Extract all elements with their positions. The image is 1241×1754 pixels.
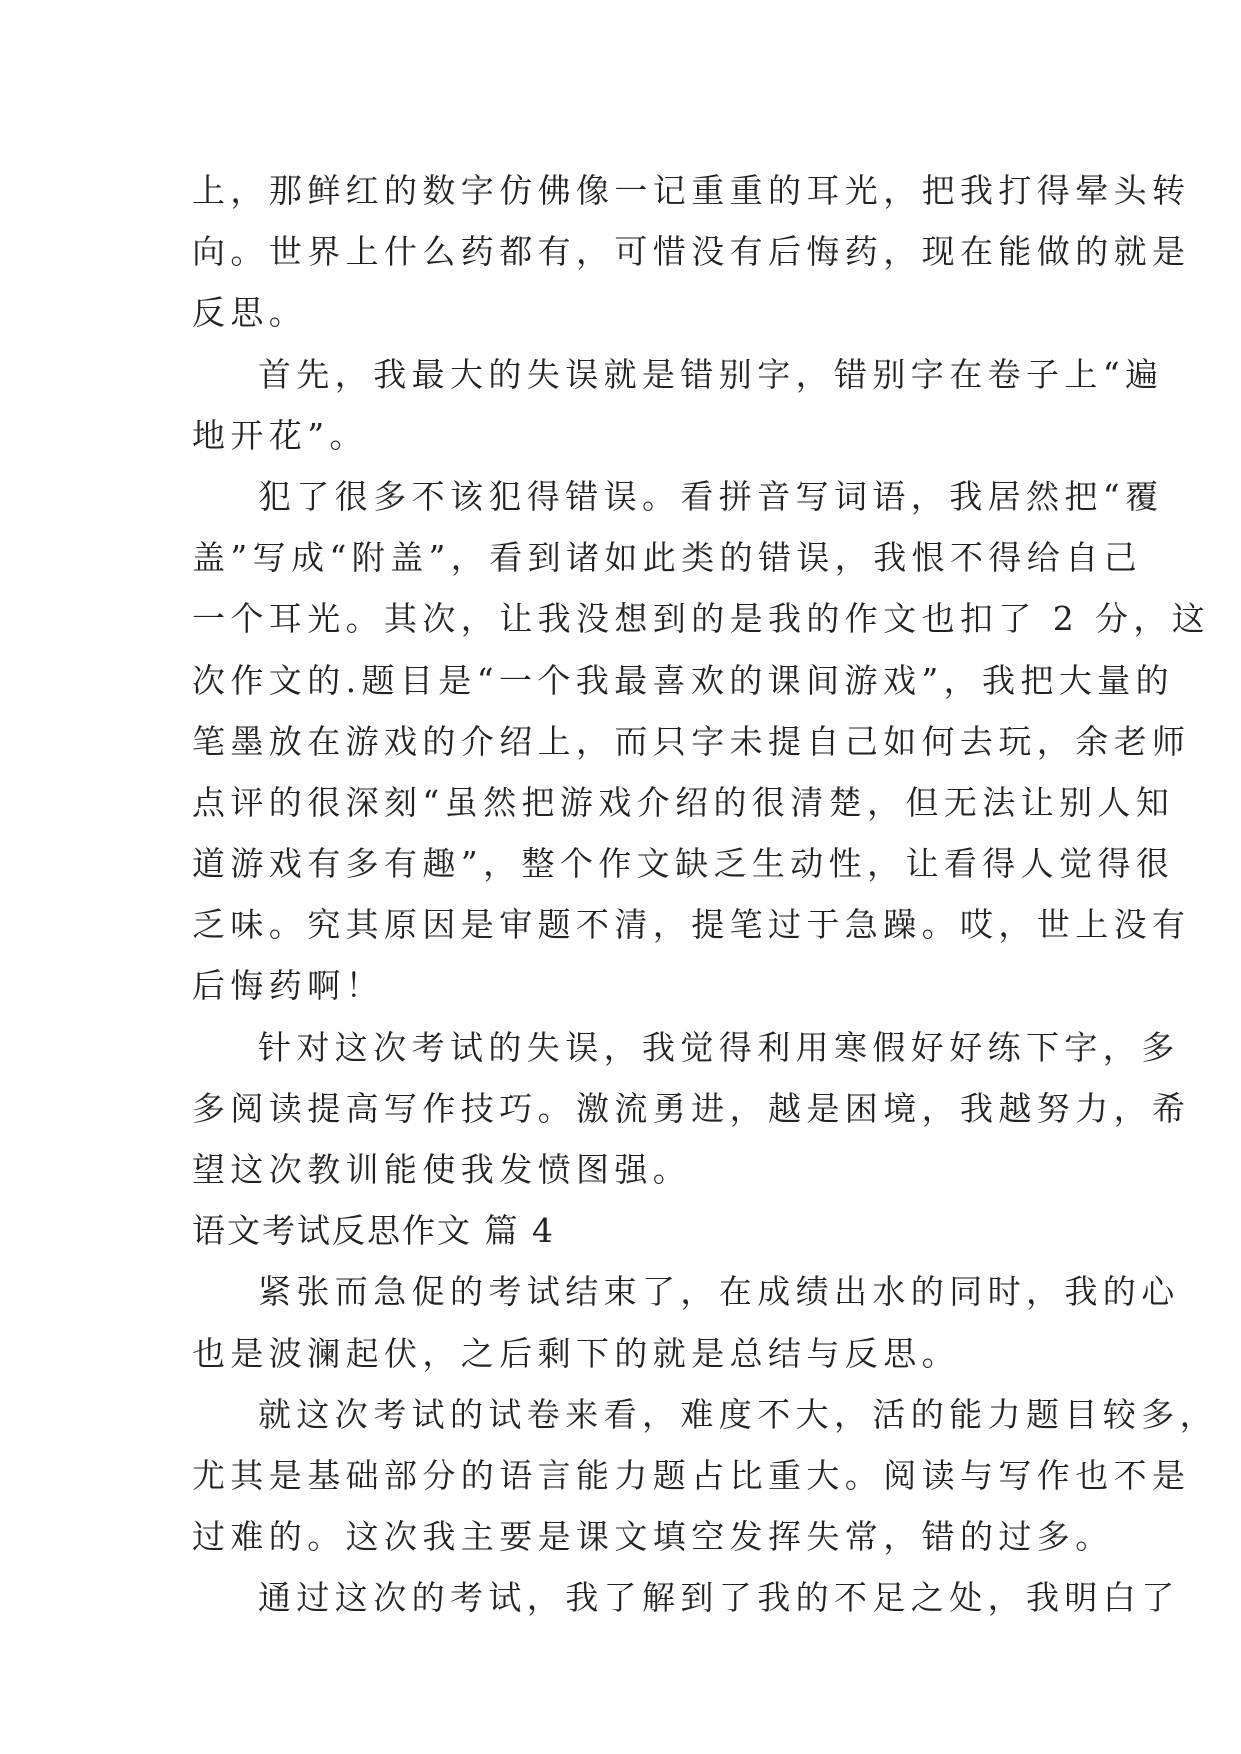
text-line: 也是波澜起伏，之后剩下的就是总结与反思。 (192, 1333, 960, 1373)
text-line: 次作文的.题目是“一个我最喜欢的课间游戏”，我把大量的 (192, 660, 1175, 700)
text-line: 一个耳光。其次，让我没想到的是我的作文也扣了 2 分，这 (192, 599, 1211, 639)
text-line: 尤其是基础部分的语言能力题占比重大。阅读与写作也不是 (192, 1455, 1191, 1495)
text-line: 笔墨放在游戏的介绍上，而只字未提自己如何去玩，余老师 (192, 721, 1191, 761)
text-line: 地开花”。 (192, 415, 368, 455)
text-line: 点评的很深刻“虽然把游戏介绍的很清楚，但无法让别人知 (192, 782, 1175, 822)
text-line: 望这次教训能使我发愤图强。 (192, 1150, 692, 1189)
text-line: 针对这次考试的失误，我觉得利用寒假好好练下字，多 (258, 1027, 1180, 1067)
text-line: 上，那鲜红的数字仿佛像一记重重的耳光，把我打得晕头转 (192, 171, 1191, 210)
text-line: 首先，我最大的失误就是错别字，错别字在卷子上“遍 (258, 354, 1164, 394)
text-line: 道游戏有多有趣”，整个作文缺乏生动性，让看得人觉得很 (192, 844, 1175, 884)
text-line: 过难的。这次我主要是课文填空发挥失常，错的过多。 (192, 1517, 1114, 1557)
body-text (192, 160, 1218, 1629)
text-line: 就这次考试的试卷来看，难度不大，活的能力题目较多， (258, 1394, 1218, 1434)
text-line: 乏味。究其原因是审题不清，提笔过于急躁。哎，世上没有 (192, 905, 1191, 945)
text-line: 犯了很多不该犯得错误。看拼音写词语，我居然把“覆 (258, 476, 1164, 516)
text-line: 通过这次的考试，我了解到了我的不足之处，我明白了 (258, 1578, 1180, 1618)
text-line: 后悔药啊！ (192, 966, 384, 1006)
section-heading: 语文考试反思作文 篇 4 (192, 1211, 555, 1251)
text-line: 紧张而急促的考试结束了，在成绩出水的同时，我的心 (258, 1272, 1180, 1312)
text-line: 盖”写成“附盖”，看到诸如此类的错误，我恨不得给自己 (192, 538, 1143, 578)
text-line: 向。世界上什么药都有，可惜没有后悔药，现在能做的就是 (192, 232, 1191, 272)
text-line: 反思。 (192, 293, 308, 333)
text-line: 多阅读提高写作技巧。激流勇进，越是困境，我越努力，希 (192, 1088, 1191, 1128)
